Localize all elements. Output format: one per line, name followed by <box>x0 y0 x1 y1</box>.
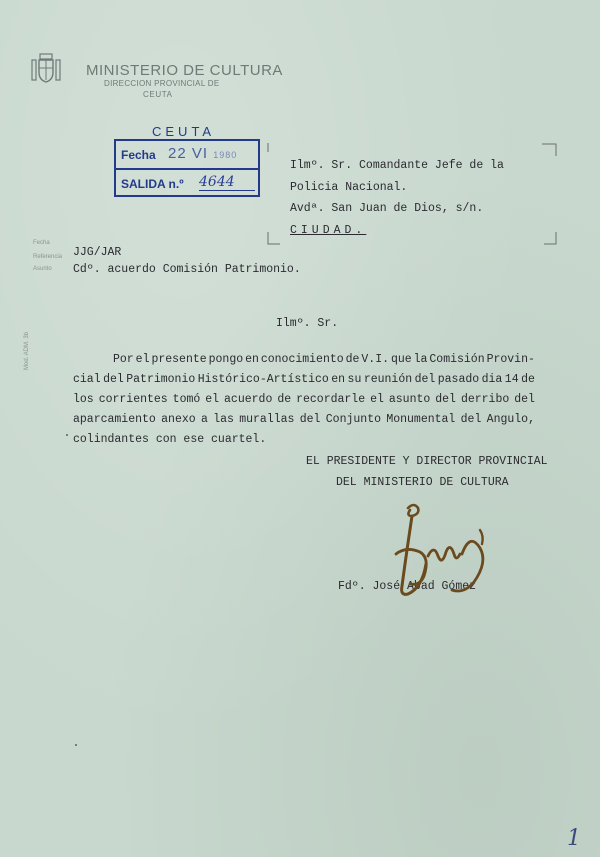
body-word: Patrimonio <box>126 373 196 386</box>
reference-block <box>73 244 301 278</box>
salutation: Ilmº. Sr. <box>276 317 339 330</box>
body-word: del <box>103 373 124 386</box>
stamp-date-row <box>116 141 258 170</box>
stamp-salida-label: SALIDA n.º <box>121 177 184 191</box>
body-word: de <box>277 393 292 406</box>
body-word: pasado <box>437 373 480 386</box>
body-word: el <box>370 393 384 406</box>
recipient-line-1: Ilmº. Sr. Comandante Jefe de la <box>290 159 504 172</box>
body-word: Provin- <box>486 353 535 366</box>
signer-line-1: EL PRESIDENTE Y DIRECTOR PROVINCIAL <box>306 455 548 468</box>
stamp-fecha-label: Fecha <box>121 148 156 162</box>
margin-label-referencia: Referencia <box>33 254 63 260</box>
ministry-direccion: DIRECCION PROVINCIAL DE <box>104 79 220 88</box>
body-word: del <box>435 393 456 406</box>
body-word: el <box>135 353 150 366</box>
body-line: colindantes con ese cuartel. <box>73 433 267 446</box>
paper-speck <box>75 744 77 746</box>
body-word: asunto <box>388 393 431 406</box>
signer-line-2: DEL MINISTERIO DE CULTURA <box>336 476 509 489</box>
reference-code: JJG/JAR <box>73 246 122 259</box>
signer-title <box>306 451 548 493</box>
body-word: dia <box>481 373 503 386</box>
body-word: tomó <box>172 393 201 406</box>
recipient-line-4: CIUDAD. <box>290 223 367 237</box>
body-word: Comisión <box>429 353 485 366</box>
body-word: recordarle <box>296 393 366 406</box>
ministry-name: MINISTERIO DE CULTURA <box>86 62 283 79</box>
side-form-mark: Mod. ADM. 3b <box>24 331 30 370</box>
body-word: del <box>414 373 436 386</box>
stamp-fecha-value <box>168 145 237 162</box>
body-line <box>73 350 535 370</box>
body-word: en <box>331 373 346 386</box>
recipient-line-3: Avdª. San Juan de Dios, s/n. <box>290 202 484 215</box>
body-word: de <box>521 373 535 386</box>
signer-name: Fdº. José Abad Gómez <box>338 580 477 593</box>
page-number: 1 <box>567 826 581 851</box>
recipient-line-2: Policia Nacional. <box>290 180 408 194</box>
body-word: las <box>213 413 234 426</box>
ministry-city: CEUTA <box>143 90 173 99</box>
body-word: el <box>205 393 220 406</box>
body-word: su <box>347 373 362 386</box>
body-word: cial <box>73 373 101 386</box>
body-word: Conjunto <box>325 413 381 426</box>
paper-speck <box>66 434 68 436</box>
handwritten-signature <box>388 496 498 606</box>
body-word: presente <box>151 353 207 366</box>
body-word: de <box>345 353 360 366</box>
stamp-city: CEUTA <box>152 124 216 139</box>
coat-of-arms-icon <box>31 52 61 86</box>
body-word: acuerdo <box>224 393 273 406</box>
stamp-fecha-day: 22 VI <box>168 145 209 162</box>
body-word: reunión <box>363 373 413 386</box>
body-word: a <box>200 413 208 426</box>
body-word: anexo <box>161 413 196 426</box>
margin-label-asunto: Asunto <box>33 266 52 272</box>
body-word: Histórico-Artístico <box>197 373 329 386</box>
body-word: Angulo, <box>486 413 535 426</box>
body-word: Monumental <box>386 413 456 426</box>
stamp-salida-number: 4644 <box>199 174 255 191</box>
body-word: murallas <box>239 413 295 426</box>
stamp-fecha-year: 1980 <box>213 150 238 160</box>
stamp-salida-row <box>116 170 258 197</box>
body-word: pongo <box>208 353 244 366</box>
recipient-address <box>290 155 504 241</box>
body-word: que <box>390 353 412 366</box>
body-word: corrientes <box>98 393 168 406</box>
body-line <box>73 370 535 390</box>
body-word: en <box>245 353 259 366</box>
body-word: conocimiento <box>260 353 344 366</box>
body-word: del <box>514 393 535 406</box>
body-word: aparcamiento <box>73 413 156 426</box>
margin-label-fecha: Fecha <box>33 240 50 246</box>
body-word: V.I. <box>361 353 389 366</box>
reference-subject: Cdº. acuerdo Comisión Patrimonio. <box>73 263 301 276</box>
body-word: derribo <box>460 393 510 406</box>
body-line <box>73 410 535 430</box>
body-word: del <box>460 413 482 426</box>
body-word: 14 <box>504 373 519 386</box>
body-word: Por <box>113 353 134 366</box>
body-word: la <box>413 353 428 366</box>
body-word: los <box>73 393 94 406</box>
body-line <box>73 390 535 410</box>
registry-stamp <box>114 139 260 197</box>
letter-body <box>73 350 535 450</box>
body-word: del <box>299 413 321 426</box>
